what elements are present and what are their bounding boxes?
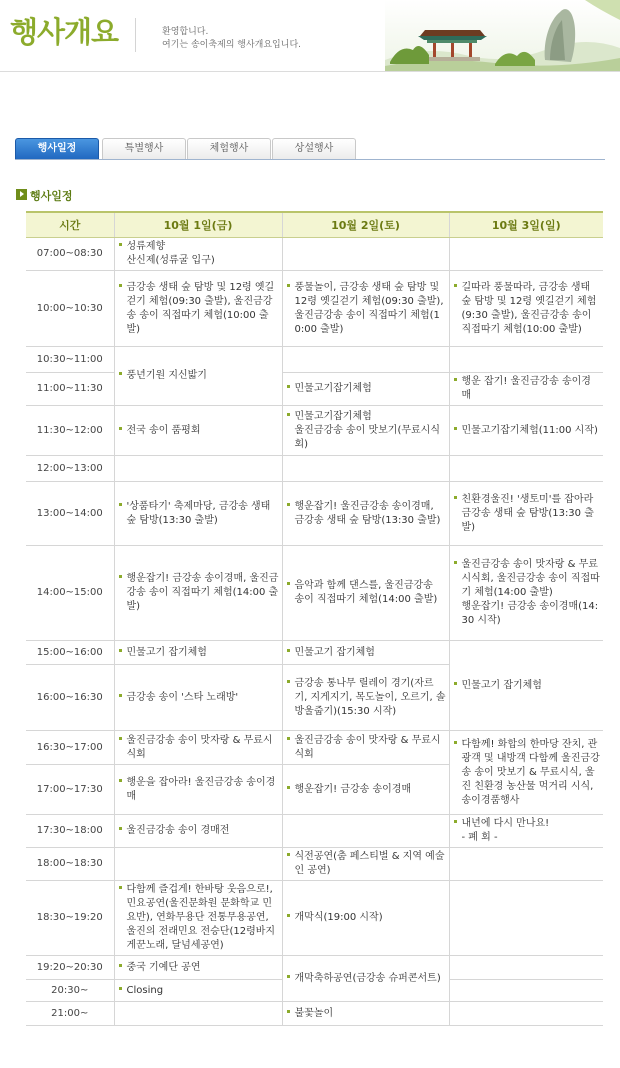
page-title: 행사개요 (10, 15, 119, 49)
event-cell (449, 271, 603, 347)
event-cell (282, 406, 449, 456)
event-cell (449, 815, 603, 848)
time-cell: 11:30~12:00 (26, 406, 114, 456)
table-row (26, 641, 603, 665)
event-cell (282, 238, 449, 271)
event-cell (282, 731, 449, 765)
table-header-row (26, 212, 603, 238)
event-text: 금강송 통나무 릴레이 경기(자르기, 지게지기, 목도놀이, 오르기, 솔방울줍기)(15:30 시작) (287, 677, 446, 719)
table-row (26, 731, 603, 765)
event-cell (449, 373, 603, 406)
event-cell (114, 238, 282, 271)
event-cell (114, 347, 282, 406)
header-time: 시간 (26, 212, 114, 238)
time-cell: 14:00~15:00 (26, 546, 114, 641)
event-cell (449, 406, 603, 456)
table-row (26, 271, 603, 347)
table-row (26, 456, 603, 482)
time-cell: 17:30~18:00 (26, 815, 114, 848)
event-cell (449, 956, 603, 980)
table-row (26, 815, 603, 848)
event-text: 울진금강송 송이 맛자랑 & 무료시식회, 울진금강송 송이 직접따기 체험(14:00 출발) 행운잡기! 금강송 송이경매(14:30 시작) (454, 558, 601, 628)
table-row (26, 482, 603, 546)
table-row (26, 347, 603, 373)
table-row (26, 956, 603, 980)
event-text: 울진금강송 송이 맛자랑 & 무료시식회 (119, 734, 279, 762)
event-cell (282, 956, 449, 1002)
time-cell: 13:00~14:00 (26, 482, 114, 546)
event-cell (114, 765, 282, 815)
event-cell (449, 347, 603, 373)
event-text: 다함께! 화합의 한마당 잔치, 관광객 및 내방객 다함께 울진금강송 송이 맛보기 & 무료시식, 울진 친환경 농산물 먹거리 시식, 송이경품행사 (454, 738, 601, 808)
event-text: 길따라 풍물따라, 금강송 생태 숲 탐방 및 12령 옛길걷기 체험(9:30 출발), 울진금강송 송이 직접따기 체험(10:00 출발) (454, 281, 601, 337)
event-text: '상품타기' 축제마당, 금강송 생태 숲 탐방(13:30 출발) (119, 500, 279, 528)
event-text: 풍물놀이, 금강송 생태 숲 탐방 및 12령 옛길걷기 체험(09:30 출발), 울진금강송 송이 직접따기 체험(10:00 출발) (287, 281, 446, 337)
event-cell (114, 956, 282, 980)
tab-schedule[interactable]: 행사일정 (15, 138, 99, 160)
event-cell (449, 1002, 603, 1026)
event-text: 풍년기원 지신밟기 (119, 369, 279, 383)
event-cell (449, 482, 603, 546)
event-cell (282, 456, 449, 482)
event-text: 행운잡기! 울진금강송 송이경매, 금강송 생태 숲 탐방(13:30 출발) (287, 500, 446, 528)
event-text: 금강송 생태 숲 탐방 및 12령 옛길걷기 체험(09:30 출발), 울진금강송 송이 직접따기 체험(10:00 출발) (119, 281, 279, 337)
table-row (26, 1002, 603, 1026)
arrow-bullet-icon (16, 189, 27, 200)
table-row (26, 406, 603, 456)
event-text: Closing (119, 984, 279, 998)
event-text: 내년에 다시 만나요! - 폐 회 - (454, 817, 601, 845)
event-cell (114, 665, 282, 731)
event-text: 전국 송이 품평회 (119, 424, 279, 438)
event-text: 민물고기 잡기체험 (454, 679, 601, 693)
welcome-line-2: 여기는 송이축제의 행사개요입니다. (162, 40, 301, 50)
event-cell (449, 881, 603, 956)
event-text: 음악과 함께 댄스를, 울진금강송 송이 직접따기 체험(14:00 출발) (287, 579, 446, 607)
time-cell: 18:30~19:20 (26, 881, 114, 956)
event-text: 행운 잡기! 울진금강송 송이경매 (454, 375, 601, 403)
event-cell (114, 406, 282, 456)
event-cell (282, 848, 449, 881)
event-cell (449, 546, 603, 641)
event-cell (449, 238, 603, 271)
time-cell: 17:00~17:30 (26, 765, 114, 815)
schedule-table (26, 211, 603, 1026)
event-text: 개막축하공연(금강송 슈퍼콘서트) (287, 972, 446, 986)
event-cell (282, 271, 449, 347)
time-cell: 19:20~20:30 (26, 956, 114, 980)
event-text: 금강송 송이 '스타 노래방' (119, 691, 279, 705)
event-text: 개막식(19:00 시작) (287, 911, 446, 925)
section-title: 행사일정 (30, 189, 73, 203)
table-row (26, 373, 603, 406)
event-cell (449, 980, 603, 1002)
tab-bar (15, 138, 605, 161)
event-cell (114, 482, 282, 546)
event-text: 성류제향 산신제(성류굴 입구) (119, 240, 279, 268)
schedule-body (26, 238, 603, 1026)
event-cell (114, 881, 282, 956)
time-cell: 20:30~ (26, 980, 114, 1002)
event-text: 민물고기잡기체험 울진금강송 송이 맛보기(무료시식회) (287, 410, 446, 452)
table-row (26, 546, 603, 641)
event-text: 행운을 잡아라! 울진금강송 송이경매 (119, 776, 279, 804)
header-day-3: 10월 3일(일) (449, 212, 603, 238)
pavilion-illustration (385, 0, 620, 71)
table-row (26, 881, 603, 956)
event-text: 울진금강송 송이 경매전 (119, 824, 279, 838)
event-cell (114, 980, 282, 1002)
time-cell: 15:00~16:00 (26, 641, 114, 665)
event-cell (282, 347, 449, 373)
tab-special-events[interactable]: 특별행사 (102, 138, 186, 159)
event-cell (114, 456, 282, 482)
event-cell (282, 765, 449, 815)
event-text: 친환경울진! '생토미'를 잡아라 금강송 생태 숲 탐방(13:30 출발) (454, 493, 601, 535)
event-cell (449, 848, 603, 881)
event-text: 다함께 즐겁게! 한바탕 웃음으로!, 민요공연(울진문화원 문화학교 민요반), 연화무용단 전통무용공연, 울진의 전래민요 전승단(12령바지게꾼노래, 달넘세공연) (119, 883, 279, 953)
event-text: 울진금강송 송이 맛자랑 & 무료시식회 (287, 734, 446, 762)
header-day-1: 10월 1일(금) (114, 212, 282, 238)
time-cell: 11:00~11:30 (26, 373, 114, 406)
event-cell (114, 731, 282, 765)
time-cell: 12:00~13:00 (26, 456, 114, 482)
title-divider (135, 18, 136, 52)
event-text: 행운잡기! 금강송 송이경매 (287, 783, 446, 797)
event-cell (114, 546, 282, 641)
event-cell (114, 815, 282, 848)
event-text: 민물고기잡기체험 (287, 382, 446, 396)
page-header (0, 0, 620, 72)
event-cell (282, 665, 449, 731)
tab-permanent-events[interactable]: 상설행사 (272, 138, 356, 159)
table-row (26, 848, 603, 881)
event-cell (282, 373, 449, 406)
table-row (26, 238, 603, 271)
event-cell (449, 731, 603, 815)
tab-baseline (15, 159, 605, 160)
header-divider (0, 71, 620, 72)
event-text: 민물고기 잡기체험 (287, 646, 446, 660)
time-cell: 21:00~ (26, 1002, 114, 1026)
event-text: 민물고기 잡기체험 (119, 646, 279, 660)
event-cell (282, 641, 449, 665)
event-cell (282, 815, 449, 848)
welcome-line-1: 환영합니다. (162, 27, 209, 37)
event-cell (282, 1002, 449, 1026)
event-cell (114, 641, 282, 665)
event-cell (282, 482, 449, 546)
event-cell (114, 848, 282, 881)
event-text: 민물고기잡기체험(11:00 시작) (454, 424, 601, 438)
time-cell: 18:00~18:30 (26, 848, 114, 881)
time-cell: 16:30~17:00 (26, 731, 114, 765)
header-day-2: 10월 2일(토) (282, 212, 449, 238)
time-cell: 16:00~16:30 (26, 665, 114, 731)
event-cell (282, 546, 449, 641)
event-text: 식전공연(춤 페스티벌 & 지역 예술인 공연) (287, 850, 446, 878)
time-cell: 10:00~10:30 (26, 271, 114, 347)
event-text: 행운잡기! 금강송 송이경매, 울진금강송 송이 직접따기 체험(14:00 출발) (119, 572, 279, 614)
event-cell (449, 456, 603, 482)
tab-experience-events[interactable]: 체험행사 (187, 138, 271, 159)
event-text: 불꽃놀이 (287, 1007, 446, 1021)
event-cell (114, 1002, 282, 1026)
time-cell: 10:30~11:00 (26, 347, 114, 373)
event-cell (449, 641, 603, 731)
event-text: 중국 기예단 공연 (119, 961, 279, 975)
section-heading (16, 185, 73, 201)
event-cell (282, 881, 449, 956)
time-cell: 07:00~08:30 (26, 238, 114, 271)
welcome-message (162, 26, 301, 52)
event-cell (114, 271, 282, 347)
